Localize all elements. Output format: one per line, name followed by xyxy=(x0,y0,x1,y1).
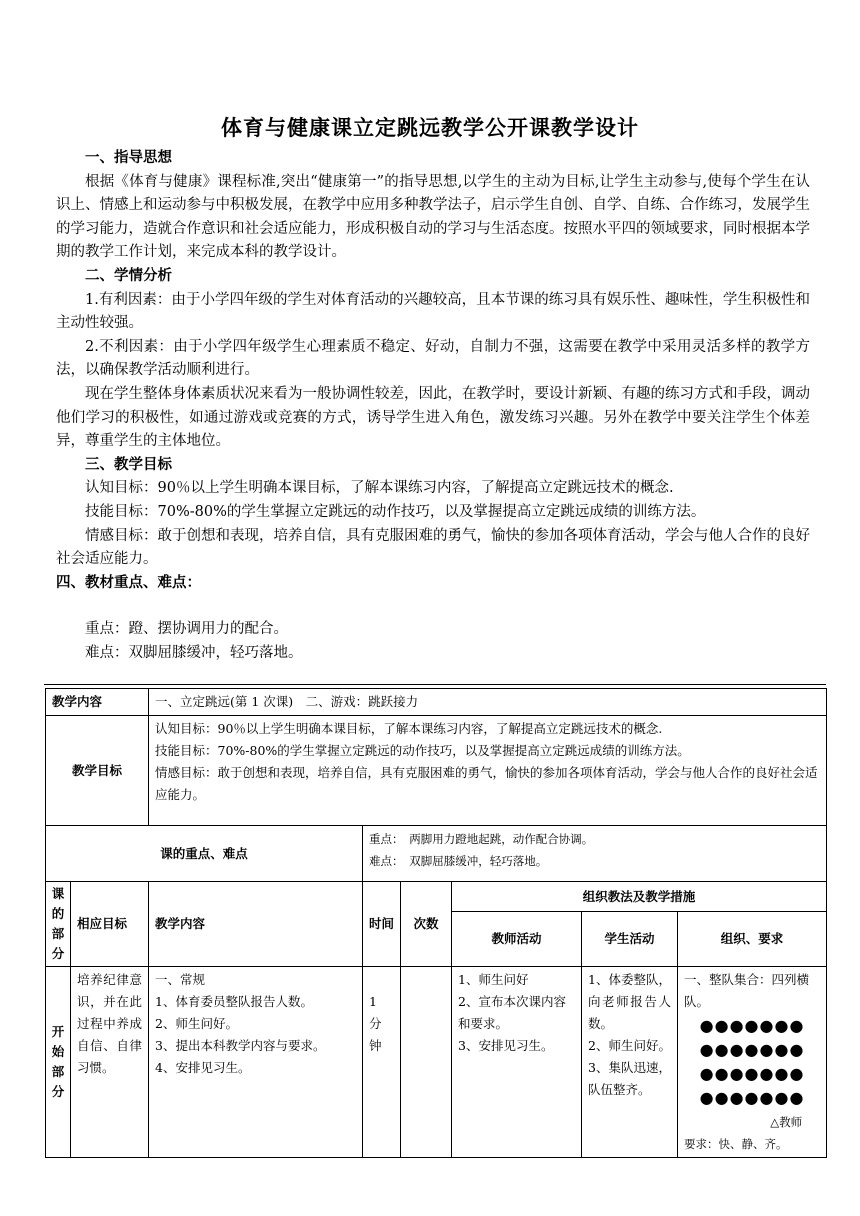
header-organization: 组织教法及教学措施 xyxy=(452,882,827,912)
paragraph-guiding: 根据《体育与健康》课程标准,突出“健康第一”的指导思想,以学生的主动为目标,让学生主动参与,使每个学生在认识上、情感上和运动参与中积极发展，在教学中应用多种教学法子，启示学生自创、自学、自练、合作练习，发展学生的学习能力，造就合作意识和社会适应能力，形成积极自动的学习与生活态度。按照水平四的领域要求，同时根据本学期的教学工作计划，来完成本科的教学设计。 xyxy=(56,173,810,261)
header-requirements: 组织、要求 xyxy=(678,912,827,967)
section-heading-analysis: 二、学情分析 xyxy=(85,267,172,284)
paragraph-key-point: 重点：蹬、摆协调用力的配合。 xyxy=(85,621,288,638)
row-content xyxy=(46,689,827,716)
section-heading-keypoints: 四、教材重点、难点： xyxy=(56,574,201,591)
header-content: 教学内容 xyxy=(149,882,363,967)
difficulty-text: 难点： 双脚屈膝缓冲，轻巧落地。 xyxy=(369,854,548,868)
goal-emotion: 情感目标：敢于创想和表现，培养自信，具有克服困难的勇气，愉快的参加各项体育活动，学会与他人合作的良好社会适应能力。 xyxy=(155,765,818,802)
paragraph-emotion-goal: 情感目标：敢于创想和表现，培养自信，具有克服困难的勇气，愉快的参加各项体育活动，学会与他人合作的良好社会适应能力。 xyxy=(56,527,810,568)
start-content xyxy=(149,967,363,1158)
row-goals xyxy=(46,716,827,826)
document-title: 体育与健康课立定跳远教学公开课教学设计 xyxy=(221,116,639,140)
start-target: 培养纪律意识，并在此过程中养成自信、自律习惯。 xyxy=(71,967,149,1158)
start-count xyxy=(401,967,452,1158)
start-student-activity: 1、体委整队，向老师报告人数。 2、师生问好。 3、集队迅速，队伍整齐。 xyxy=(582,967,678,1158)
formation-row: ●●●●●●● xyxy=(699,1040,805,1059)
header-teacher-activity: 教师活动 xyxy=(452,912,582,967)
label-teaching-goals: 教学目标 xyxy=(46,716,149,826)
formation-row: ●●●●●●● xyxy=(699,1064,805,1083)
header-student-activity: 学生活动 xyxy=(582,912,678,967)
goal-cognitive: 认知目标：90％以上学生明确本课目标，了解本课练习内容，了解提高立定跳远技术的概念. xyxy=(155,721,663,736)
section-heading-goals: 三、教学目标 xyxy=(85,456,172,473)
divider-line xyxy=(44,684,826,685)
row-start-part xyxy=(46,967,827,1158)
start-time: 1 分 钟 xyxy=(363,967,401,1158)
paragraph-cognitive-goal: 认知目标：90％以上学生明确本课目标，了解本课练习内容，了解提高立定跳远技术的概念. xyxy=(85,480,674,497)
requirement-note: 要求：快、静、齐。 xyxy=(684,1137,788,1151)
paragraph-favorable: 1.有利因素：由于小学四年级的学生对体育活动的兴趣较高，且本节课的练习具有娱乐性、趣味性，学生积极性和主动性较强。 xyxy=(56,291,810,332)
header-time: 时间 xyxy=(363,882,401,967)
value-teaching-goals xyxy=(149,716,827,826)
formation-row: ●●●●●●● xyxy=(699,1016,805,1035)
start-content-line: 1、体育委员整队报告人数。 xyxy=(155,994,313,1009)
header-count: 次数 xyxy=(401,882,452,967)
header-part: 课的部分 xyxy=(46,882,71,967)
lesson-plan-table xyxy=(45,688,827,1158)
start-content-line: 4、安排见习生。 xyxy=(155,1060,251,1075)
header-target: 相应目标 xyxy=(71,882,149,967)
row-keypoints xyxy=(46,826,827,882)
label-keypoints: 课的重点、难点 xyxy=(46,826,363,882)
section-heading-guiding: 一、指导思想 xyxy=(85,150,172,166)
teacher-position-marker: △教师 xyxy=(770,1115,803,1129)
start-teacher-activity: 1、师生问好 2、宣布本次课内容和要求。 3、安排见习生。 xyxy=(452,967,582,1158)
start-content-line: 一、常规 xyxy=(155,972,206,987)
formation-title: 一、整队集合：四列横队。 xyxy=(684,972,810,1009)
value-keypoints xyxy=(363,826,827,882)
value-teaching-content: 一、立定跳远(第 1 次课) 二、游戏：跳跃接力 xyxy=(149,689,827,716)
paragraph-difficulty: 难点：双脚屈膝缓冲，轻巧落地。 xyxy=(85,644,303,661)
start-requirements xyxy=(678,967,827,1158)
key-point-text: 重点： 两脚用力蹬地起跳，动作配合协调。 xyxy=(369,832,594,846)
goal-skill: 技能目标：70%-80%的学生掌握立定跳远的动作技巧，以及掌握提高立定跳远成绩的训练方法。 xyxy=(155,743,690,758)
row-header-1 xyxy=(46,882,827,912)
document-body xyxy=(56,147,810,665)
label-teaching-content: 教学内容 xyxy=(46,689,149,716)
start-part-label: 开始部分 xyxy=(46,967,71,1158)
paragraph-unfavorable: 2.不利因素：由于小学四年级学生心理素质不稳定、好动，自制力不强，这需要在教学中采用灵活多样的教学方法，以确保教学活动顺利进行。 xyxy=(56,338,810,379)
start-content-line: 2、师生问好。 xyxy=(155,1016,238,1031)
paragraph-overall: 现在学生整体身体素质状况来看为一般协调性较差，因此，在教学时，要设计新颖、有趣的练习方式和手段，调动他们学习的积极性，如通过游戏或竞赛的方式，诱导学生进入角色，激发练习兴趣。另外在教学中要关注学生个体差异，尊重学生的主体地位。 xyxy=(56,385,810,450)
formation-row: ●●●●●●● xyxy=(699,1088,805,1107)
paragraph-skill-goal: 技能目标：70%-80%的学生掌握立定跳远的动作技巧，以及掌握提高立定跳远成绩的训练方法。 xyxy=(85,503,706,520)
start-content-line: 3、提出本科教学内容与要求。 xyxy=(155,1038,326,1053)
